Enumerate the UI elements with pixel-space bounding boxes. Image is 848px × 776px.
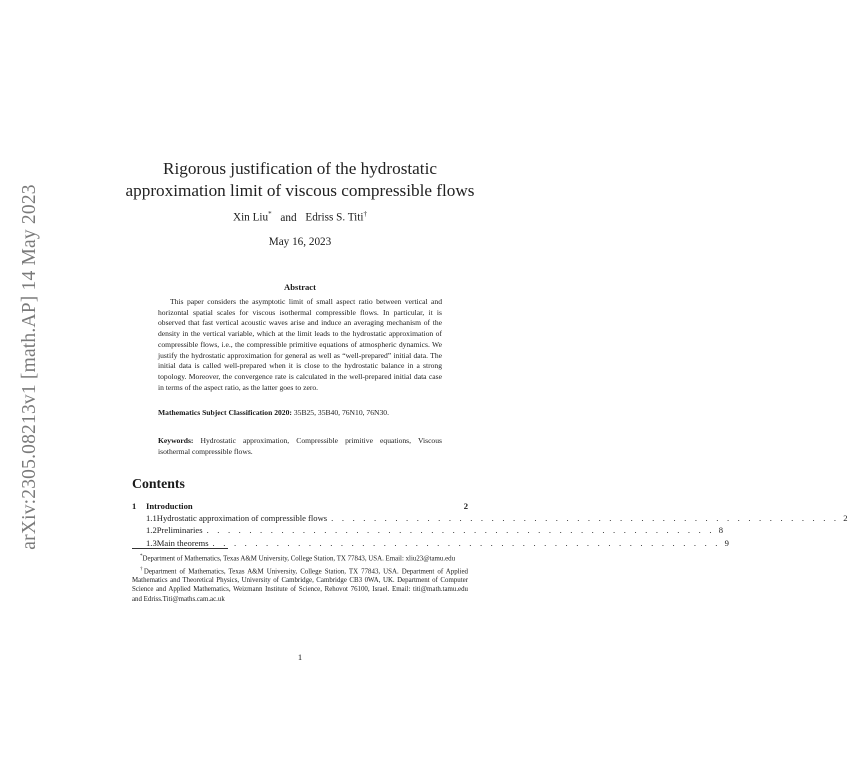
abstract-heading: Abstract — [284, 282, 316, 292]
msc-label: Mathematics Subject Classification 2020: — [158, 408, 292, 417]
toc-subsection-page: 9 — [724, 537, 729, 548]
toc-subsection-page: 8 — [718, 525, 723, 536]
author2-footnote-mark: † — [363, 210, 368, 218]
footnote-2 — [132, 565, 468, 604]
keywords-label: Keywords: — [158, 436, 194, 445]
footnote-2-text: Department of Mathematics, Texas A&M University, College Station, TX 77843, USA. Department of Applied Mathematics and Theoretical Physics, University of Cambridge, Cambridge CB3 0WA, UK. Department of Computer Science and Applied Mathematics, Weizmann Institute of Science, Rehovot 76100, Israel. Email: titi@math.tamu.edu and Edriss.Titi@maths.cam.ac.uk — [132, 567, 469, 603]
toc-subsection-page: 2 — [843, 513, 848, 524]
keywords-value: Hydrostatic approximation, Compressible primitive equations, Viscous isothermal compressible flows. — [158, 436, 442, 456]
toc-entry-hydrostatic-approximation[interactable]: 1.1 Hydrostatic approximation of compressible flows . . . . . . . . . . . . . . . . . . . . . . . . . . . . . . . . . . . . . . . . . . . . . . . . 2 — [146, 513, 848, 524]
abstract-body: This paper considers the asymptotic limit of small aspect ratio between vertical and horizontal spatial scales for viscous isothermal compressible flows. In particular, it is observed that fast vertical acoustic waves arise and induce an averaging mechanism of the density in the vertical variable, which at the limit leads to the hydrostatic approximation of compressible flows, i.e., the compressible primitive equations of atmospheric dynamics. We justify the hydrostatic approximation for general as well as “well-prepared” initial data. The initial data is called well-prepared when it is close to the hydrostatic balance in a strong topology. Moreover, the convergence rate is calculated in the well-prepared initial data case in terms of the aspect ratio, as the latter goes to zero. — [158, 297, 442, 392]
table-of-contents — [132, 500, 848, 549]
author-edriss-titi: Edriss S. Titi — [305, 211, 364, 224]
contents-heading: Contents — [132, 476, 185, 491]
paper-date: May 16, 2023 — [268, 236, 332, 248]
msc-classification — [158, 408, 442, 419]
toc-section-title: Introduction — [146, 501, 193, 511]
toc-subsection-title: Main theorems — [156, 537, 209, 548]
footnote-1-mark: * — [140, 554, 143, 559]
toc-entry-main-theorems[interactable]: 1.3 Main theorems . . . . . . . . . . . . . . . . . . . . . . . . . . . . . . . . . . . . . . . . . . . . . . . . 9 — [146, 537, 729, 548]
footnote-1-text: Department of Mathematics, Texas A&M University, College Station, TX 77843, USA. Email: xliu23@tamu.edu — [142, 555, 456, 563]
author-list — [100, 210, 500, 224]
page-number: 1 — [297, 652, 303, 662]
toc-section-number: 1 — [132, 501, 137, 511]
author-xin-liu: Xin Liu — [232, 211, 269, 224]
footnote-1 — [132, 552, 468, 564]
toc-subsection-title: Preliminaries — [156, 525, 203, 536]
keywords — [158, 436, 442, 457]
toc-subsection-number: 1.3 — [146, 537, 157, 548]
author1-footnote-mark: * — [268, 210, 272, 218]
msc-value: 35B25, 35B40, 76N10, 76N30. — [293, 408, 389, 417]
footnote-2-mark: † — [140, 566, 144, 572]
paper-title — [100, 158, 500, 202]
footnotes — [132, 552, 468, 605]
toc-entry-preliminaries[interactable]: 1.2 Preliminaries . . . . . . . . . . . . . . . . . . . . . . . . . . . . . . . . . . . . . . . . . . . . . . . . 8 — [146, 525, 723, 536]
toc-section-page: 2 — [463, 501, 468, 511]
author-separator: and — [280, 211, 297, 224]
toc-entry-introduction[interactable] — [132, 500, 468, 512]
toc-subsection-number: 1.2 — [146, 525, 157, 536]
title-line-1: Rigorous justification of the hydrostatic — [162, 159, 437, 178]
footnote-rule — [132, 548, 228, 549]
toc-subsection-title: Hydrostatic approximation of compressible flows — [156, 513, 328, 524]
title-line-2: approximation limit of viscous compressible flows — [125, 181, 475, 200]
toc-subsection-number: 1.1 — [146, 513, 157, 524]
arxiv-identifier: arXiv:2305.08213v1 [math.AP] 14 May 2023 — [19, 184, 40, 550]
arxiv-sidebar-stamp — [15, 172, 45, 562]
